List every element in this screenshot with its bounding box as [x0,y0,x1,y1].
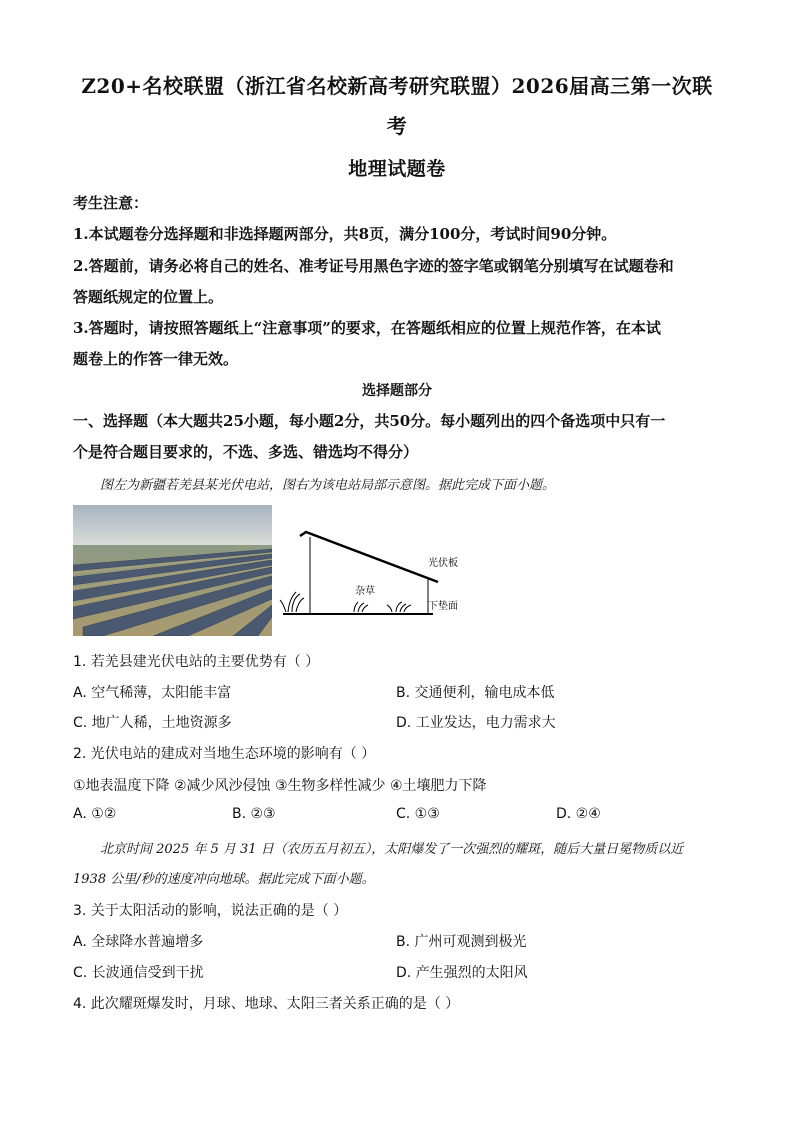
q4-stem: 4. 此次耀斑爆发时，月球、地球、太阳三者关系正确的是（ ） [73,996,460,1012]
exam-title-line1: Z20+名校联盟（浙江省名校新高考研究联盟）2026届高三第一次联 [81,74,713,98]
section-instruction-line2: 个是符合题目要求的，不选、多选、错选均不得分） [73,443,419,461]
weed-icon [280,592,411,612]
weed-label: 杂草 [355,586,375,597]
notice-item-2-line1: 2.答题前，请务必将自己的姓名、准考证号用黑色字迹的签字笔或钢笔分别填写在试题卷和 [73,257,674,275]
material-intro-2-line1: 北京时间 2025 年 5 月 31 日（农历五月初五），太阳爆发了一次强烈的耀斑，随后大量日冕物质以近 [100,842,684,857]
solar-farm-photo [73,505,272,636]
section-part-title: 选择题部分 [362,383,432,399]
q3-stem: 3. 关于太阳活动的影响，说法正确的是（ ） [73,903,348,919]
solar-station-diagram [278,522,468,622]
q1-option-a: A. 空气稀薄，太阳能丰富 [73,685,232,701]
solar-panel-line [300,532,438,582]
q2-option-a: A. ①② [73,806,117,822]
q2-option-b: B. ②③ [232,806,276,822]
q3-option-c: C. 长波通信受到干扰 [73,965,204,981]
exam-title-line2: 考 [386,114,408,138]
material-intro-2-line2: 1938 公里/秒的速度冲向地球。据此完成下面小题。 [73,872,375,887]
q2-statements: ①地表温度下降 ②减少风沙侵蚀 ③生物多样性减少 ④土壤肥力下降 [73,778,487,794]
q3-option-b: B. 广州可观测到极光 [396,934,527,950]
q3-option-a: A. 全球降水普遍增多 [73,934,204,950]
q2-option-c: C. ①③ [396,806,440,822]
material-intro-1: 图左为新疆若羌县某光伏电站，图右为该电站局部示意图。据此完成下面小题。 [100,478,556,493]
notice-item-3-line1: 3.答题时，请按照答题纸上“注意事项”的要求，在答题纸相应的位置上规范作答，在本试 [73,319,661,337]
notice-item-1: 1.本试题卷分选择题和非选择题两部分，共8页，满分100分，考试时间90分钟。 [73,225,617,243]
q1-option-b: B. 交通便利，输电成本低 [396,685,555,701]
panel-label: 光伏板 [428,558,458,569]
solar-farm-photo-art [73,505,272,636]
q2-option-d: D. ②④ [556,806,601,822]
notice-item-3-line2: 题卷上的作答一律无效。 [73,350,239,368]
q1-option-d: D. 工业发达，电力需求大 [396,715,556,731]
q3-option-d: D. 产生强烈的太阳风 [396,965,528,981]
notice-item-2-line2: 答题纸规定的位置上。 [73,288,224,306]
q1-stem: 1. 若羌县建光伏电站的主要优势有（ ） [73,654,320,670]
q1-option-c: C. 地广人稀，土地资源多 [73,715,232,731]
notice-heading: 考生注意： [73,194,149,212]
section-instruction-line1: 一、选择题（本大题共25小题，每小题2分，共50分。每小题列出的四个备选项中只有一 [73,412,666,430]
exam-subtitle: 地理试题卷 [348,158,446,180]
surface-label: 下垫面 [428,601,458,612]
q2-stem: 2. 光伏电站的建成对当地生态环境的影响有（ ） [73,746,376,762]
